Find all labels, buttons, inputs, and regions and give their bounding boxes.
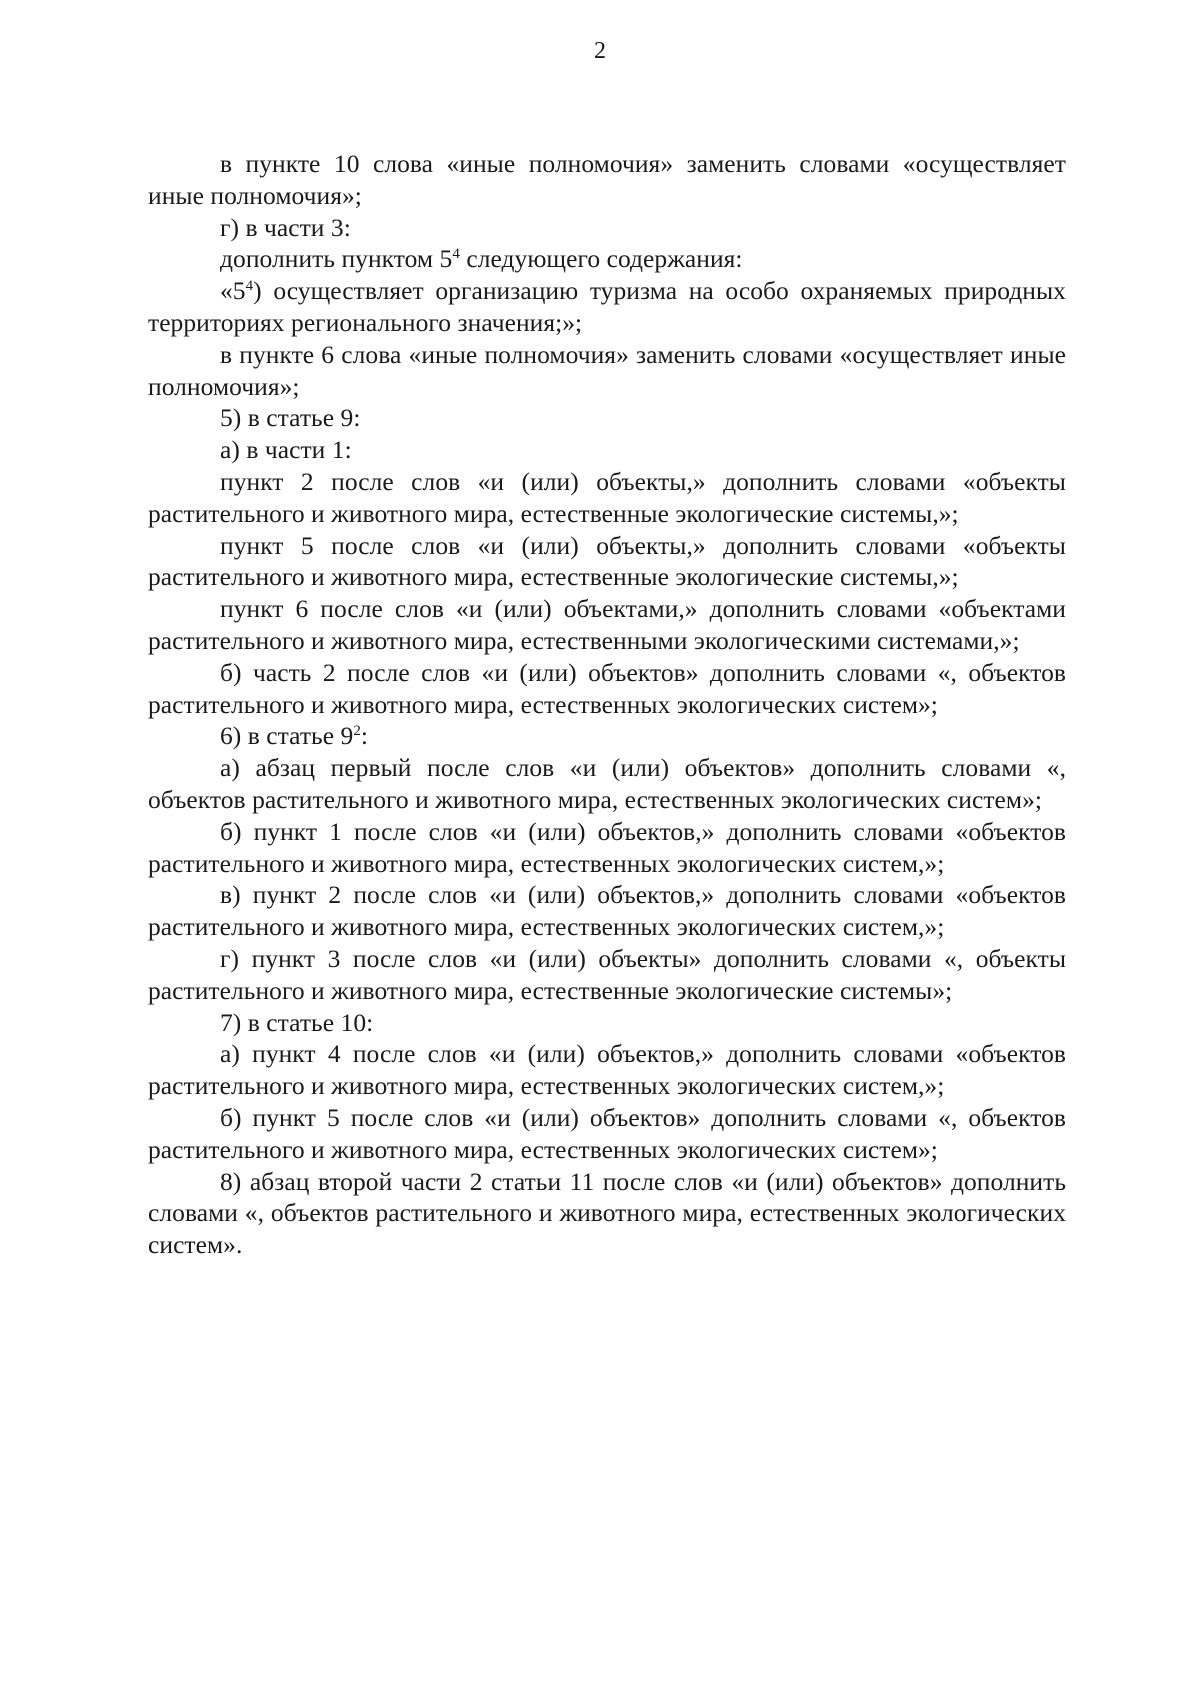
paragraph-5: в пункте 6 слова «иные полномочия» заменить словами «осуществляет иные полномочия»;: [148, 339, 1066, 401]
paragraph-12-superscript: 2: [353, 723, 361, 740]
paragraph-4-after: ) осуществляет организацию туризма на особо охраняемых природных территориях регионального значения;»;: [148, 276, 1066, 337]
paragraph-4-before: «5: [220, 276, 246, 306]
paragraph-3: [148, 243, 1066, 275]
page-number: 2: [594, 38, 606, 64]
paragraph-12-before: 6) в статье 9: [220, 721, 354, 751]
paragraph-7: а) в части 1:: [220, 435, 352, 465]
paragraph-12-after: :: [360, 721, 369, 751]
paragraph-2: г) в части 3:: [220, 212, 351, 242]
paragraph-4-superscript: 4: [245, 278, 254, 295]
paragraph-16: г) пункт 3 после слов «и (или) объекты» дополнить словами «, объекты растительного и животного мира, естественные экологические системы»;: [148, 943, 1066, 1005]
paragraph-19: б) пункт 5 после слов «и (или) объектов» дополнить словами «, объектов растительного и животного мира, естественных экологических систем»;: [148, 1102, 1066, 1164]
paragraph-12: [148, 720, 1066, 752]
document-body: [148, 148, 1066, 1261]
paragraph-3-before: дополнить пунктом 5: [220, 244, 453, 274]
paragraph-3-after: следующего содержания:: [459, 244, 743, 274]
paragraph-15: в) пункт 2 после слов «и (или) объектов,» дополнить словами «объектов растительного и животного мира, естественных экологических систем,»;: [148, 880, 1066, 942]
paragraph-14: б) пункт 1 после слов «и (или) объектов,» дополнить словами «объектов растительного и животного мира, естественных экологических систем,»;: [148, 816, 1066, 878]
paragraph-17: 7) в статье 10:: [220, 1007, 374, 1037]
paragraph-3-superscript: 4: [452, 246, 460, 263]
paragraph-6: 5) в статье 9:: [220, 403, 361, 433]
paragraph-4: [148, 275, 1066, 339]
paragraph-8: пункт 2 после слов «и (или) объекты,» дополнить словами «объекты растительного и животного мира, естественные экологические системы,»;: [148, 466, 1066, 528]
paragraph-10: пункт 6 после слов «и (или) объектами,» дополнить словами «объектами растительного и животного мира, естественными экологическими системами,»;: [148, 594, 1066, 655]
paragraph-11: б) часть 2 после слов «и (или) объектов» дополнить словами «, объектов растительного и животного мира, естественных экологических систем»;: [148, 657, 1066, 719]
paragraph-13: а) абзац первый после слов «и (или) объектов» дополнить словами «, объектов растительного и животного мира, естественных экологических систем»;: [148, 753, 1066, 814]
paragraph-18: а) пункт 4 после слов «и (или) объектов,» дополнить словами «объектов растительного и животного мира, естественных экологических систем,»;: [148, 1039, 1066, 1101]
paragraph-9: пункт 5 после слов «и (или) объекты,» дополнить словами «объекты растительного и животного мира, естественные экологические системы,»;: [148, 530, 1066, 592]
paragraph-1: в пункте 10 слова «иные полномочия» заменить словами «осуществляет иные полномочия»;: [148, 149, 1066, 210]
paragraph-20: 8) абзац второй части 2 статьи 11 после слов «и (или) объектов» дополнить словами «, объектов растительного и животного мира, естественных экологических систем».: [148, 1166, 1066, 1260]
